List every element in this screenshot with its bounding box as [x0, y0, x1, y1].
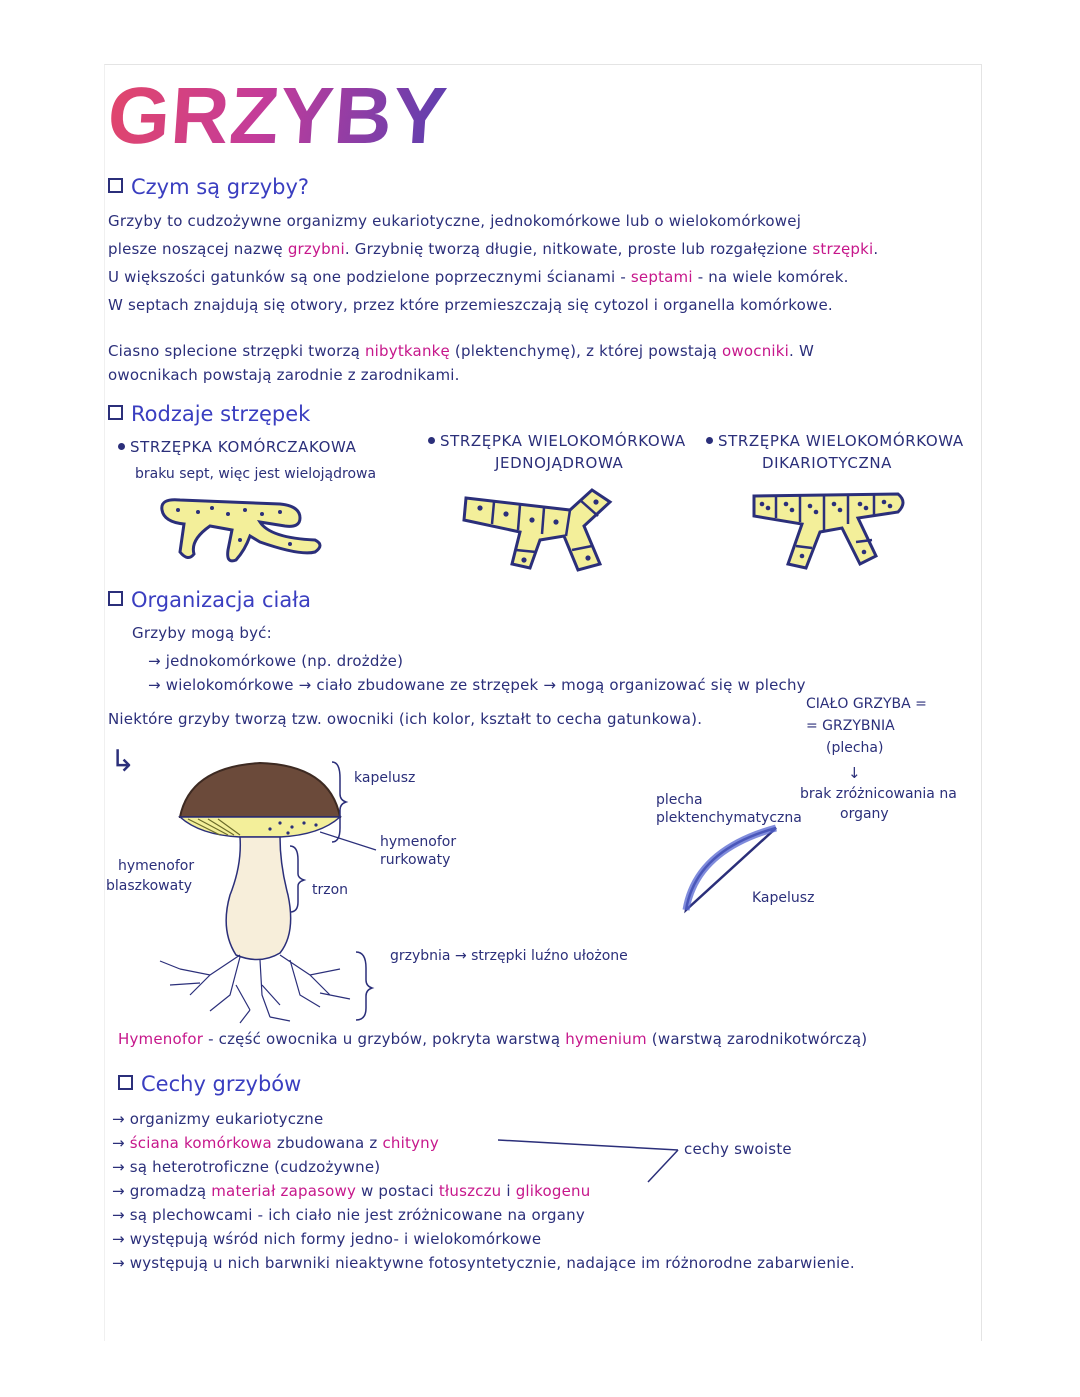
label-hymenofor-b1: hymenofor [118, 858, 195, 874]
hypha-name: STRZĘPKA WIELOKOMÓRKOWA [718, 432, 964, 450]
text-span: plesze noszącej nazwę [108, 240, 288, 258]
list-item-text: wielokomórkowe → ciało zbudowane ze strzępek → mogą organizować się w plechy [165, 676, 806, 694]
label-trzon: trzon [312, 882, 349, 898]
trait-item [112, 1134, 439, 1152]
label-kapelusz: kapelusz [354, 770, 416, 786]
hypha-name: STRZĘPKA KOMÓRCZAKOWA [130, 438, 357, 456]
label-plecha-1: plecha [656, 792, 703, 808]
label-hymenofor-b2: blaszkowaty [106, 878, 192, 894]
checkbox-icon [108, 591, 123, 606]
text-span: Ciasno splecione strzępki tworzą [108, 342, 365, 360]
hypha-type-3 [706, 432, 964, 450]
list-item [148, 676, 806, 694]
term-hymenium: hymenium [565, 1030, 647, 1048]
down-arrow-icon: ↓ [848, 764, 861, 782]
label-kapelusz-2: Kapelusz [752, 890, 815, 906]
text-span: (warstwą zarodnikotwórczą) [646, 1030, 868, 1048]
dikaryotic-hypha-drawing [748, 484, 908, 576]
checkbox-icon [118, 1075, 133, 1090]
heading-cechy [118, 1072, 301, 1096]
bullet-icon [118, 443, 125, 450]
text-line: Niektóre grzyby tworzą tzw. owocniki (ich kolor, kształt to cecha gatunkowa). [108, 710, 703, 728]
text-line: owocnikach powstają zarodnie z zarodnikami. [108, 366, 460, 384]
text-span: . [873, 240, 879, 258]
monokaryotic-hypha-drawing [460, 484, 620, 576]
hypha-name: STRZĘPKA WIELOKOMÓRKOWA [440, 432, 686, 450]
text-span: - na wiele komórek. [692, 268, 849, 286]
body-label-3: (plecha) [826, 740, 884, 756]
text-line: Grzyby to cudzożywne organizmy eukariotyczne, jednokomórkowe lub o wielokomórkowej [108, 212, 802, 230]
text-span: → [112, 1134, 130, 1152]
text-span: U większości gatunków są one podzielone poprzecznymi ścianami - [108, 268, 631, 286]
term-hymenofor: Hymenofor [118, 1030, 204, 1048]
hymenofor-definition [118, 1030, 867, 1048]
term-nibytkanke: nibytkankę [364, 342, 450, 360]
trait-item: → występują wśród nich formy jedno- i wielokomórkowe [112, 1230, 542, 1248]
hypha-type-2 [428, 432, 686, 450]
checkbox-icon [108, 178, 123, 193]
text-line [108, 240, 878, 258]
heading-czym [108, 175, 309, 199]
list-item [148, 652, 403, 670]
text-span: . Grzybnię tworzą długie, nitkowate, proste lub rozgałęzione [344, 240, 813, 258]
hypha-note: braku sept, więc jest wielojądrowa [135, 466, 377, 482]
term-septami: septami [630, 268, 693, 286]
body-label-1: CIAŁO GRZYBA = [806, 696, 927, 712]
body-label-2: = GRZYBNIA [806, 718, 895, 734]
trzon-bracket [286, 844, 316, 914]
heading-rodzaje [108, 402, 310, 426]
brak-label-2: organy [840, 806, 889, 822]
text-span: . W [789, 342, 815, 360]
term-grzybni: grzybni [287, 240, 345, 258]
label-grzybnia: grzybnia → strzępki luźno ułożone [390, 948, 628, 964]
trait-item: → występują u nich barwniki nieaktywne fotosyntetycznie, nadające im różnorodne zabarwienie. [112, 1254, 855, 1272]
trait-item: → są heterotroficzne (cudzożywne) [112, 1158, 381, 1176]
heading-text: Organizacja ciała [131, 588, 312, 612]
term-strzepki: strzępki [812, 240, 874, 258]
text-span: w postaci [356, 1182, 439, 1200]
hypha-type-1 [118, 438, 356, 456]
text-span: → gromadzą [112, 1182, 212, 1200]
bullet-icon [706, 437, 713, 444]
text-span: zbudowana z [271, 1134, 383, 1152]
term-chityny: chityny [382, 1134, 439, 1152]
heading-text: Cechy grzybów [141, 1072, 302, 1096]
label-hymenofor-r2: rurkowaty [380, 852, 451, 868]
text-line [108, 342, 814, 360]
arrow-icon: → [148, 652, 166, 670]
text-line [108, 268, 849, 286]
swoiste-connector [498, 1130, 688, 1190]
trait-item: → są plechowcami - ich ciało nie jest zróżnicowane na organy [112, 1206, 585, 1224]
term-owocniki: owocniki [722, 342, 790, 360]
hypha-name-2: JEDNOJĄDROWA [495, 454, 624, 472]
text-span: - część owocnika u grzybów, pokryta warstwą [203, 1030, 566, 1048]
term-glikogenu: glikogenu [515, 1182, 591, 1200]
term-tluszczu: tłuszczu [438, 1182, 502, 1200]
coenocytic-hypha-drawing [150, 490, 330, 570]
checkbox-icon [108, 405, 123, 420]
hook-arrow-icon: ↳ [110, 744, 136, 779]
pointer-line [320, 828, 380, 858]
text-span: i [501, 1182, 516, 1200]
term-material: materiał zapasowy [211, 1182, 357, 1200]
label-hymenofor-r1: hymenofor [380, 834, 457, 850]
text-line: Grzyby mogą być: [132, 624, 272, 642]
text-span: (plektenchymę), z której powstają [449, 342, 723, 360]
heading-text: Czym są grzyby? [131, 175, 310, 199]
heading-organizacja [108, 588, 311, 612]
label-plecha-2: plektenchymatyczna [656, 810, 802, 826]
bullet-icon [428, 437, 435, 444]
arrow-icon: → [148, 676, 166, 694]
heading-text: Rodzaje strzępek [131, 402, 311, 426]
trait-item: → organizmy eukariotyczne [112, 1110, 324, 1128]
page-title: GRZYBY [104, 71, 451, 160]
brak-label-1: brak zróżnicowania na [800, 786, 957, 802]
list-item-text: jednokomórkowe (np. drożdże) [165, 652, 404, 670]
label-cechy-swoiste: cechy swoiste [684, 1140, 792, 1158]
text-line: W septach znajdują się otwory, przez które przemieszczają się cytozol i organella komórkowe. [108, 296, 833, 314]
term-sciana: ściana komórkowa [129, 1134, 272, 1152]
hypha-name-3: DIKARIOTYCZNA [762, 454, 892, 472]
